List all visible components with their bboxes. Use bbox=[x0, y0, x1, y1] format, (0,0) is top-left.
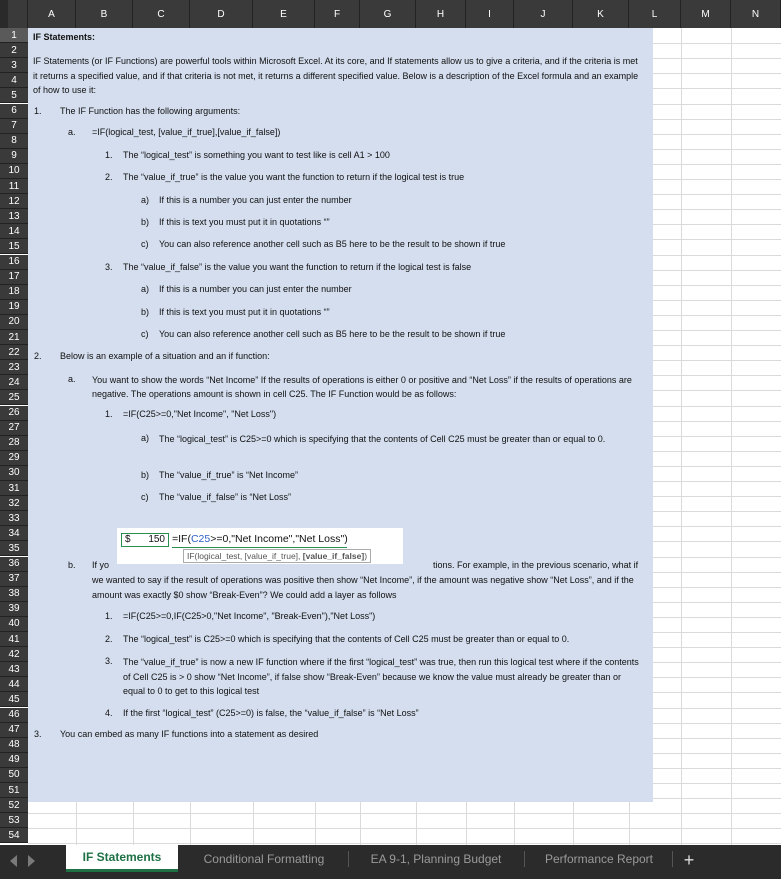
row-header-12[interactable]: 12 bbox=[0, 194, 28, 209]
column-header-l[interactable]: L bbox=[629, 0, 681, 28]
list-letter: a. bbox=[68, 374, 76, 384]
row-header-11[interactable]: 11 bbox=[0, 179, 28, 194]
tab-conditional-formatting[interactable]: Conditional Formatting bbox=[203, 852, 325, 866]
cell-amount: 150 bbox=[148, 534, 165, 545]
row-header-15[interactable]: 15 bbox=[0, 239, 28, 254]
list-text: The “value_if_false” is the value you want the function to return if the logical test is false bbox=[123, 262, 472, 272]
doc-intro: IF Statements (or IF Functions) are powerful tools within Microsoft Excel. At its core, and If statements allow us to give a criteria, and if the criteria is met it returns a specified value, and if that criteria is not met, it returns a different specified value. Below is a description of the Excel formula and an example of how to use it: bbox=[33, 56, 639, 95]
doc-title: IF Statements: bbox=[33, 32, 96, 42]
row-header-22[interactable]: 22 bbox=[0, 345, 28, 360]
column-header-f[interactable]: F bbox=[315, 0, 360, 28]
list-number: 1. bbox=[34, 106, 42, 116]
list-letter: c) bbox=[141, 329, 149, 339]
list-text: If the first “logical_test” (C25>=0) is false, the “value_if_false” is “Net Loss” bbox=[123, 708, 419, 718]
list-text: If this is text you must put it in quotations “” bbox=[159, 307, 330, 317]
row-header-27[interactable]: 27 bbox=[0, 421, 28, 436]
list-text: If this is a number you can just enter the number bbox=[159, 284, 352, 294]
list-number: 2. bbox=[34, 351, 42, 361]
list-text: The “value_if_true” is “Net Income” bbox=[159, 470, 299, 480]
row-header-4[interactable]: 4 bbox=[0, 73, 28, 88]
tab-separator bbox=[672, 851, 673, 867]
row-header-39[interactable]: 39 bbox=[0, 602, 28, 617]
list-text: You can also reference another cell such as B5 here to be the result to be shown if true bbox=[159, 329, 506, 339]
row-header-6[interactable]: 6 bbox=[0, 104, 28, 119]
tab-separator bbox=[348, 851, 349, 867]
list-text: If yo bbox=[92, 560, 110, 570]
column-header-blank bbox=[8, 0, 28, 28]
list-letter: a) bbox=[141, 195, 150, 205]
row-header-38[interactable]: 38 bbox=[0, 587, 28, 602]
list-text: You want to show the words “Net Income” If the results of operations is either 0 or positive and “Net Loss” if the results of operations are negative. The operations amount is shown in cell C25. The IF Function would be as follows: bbox=[92, 375, 632, 399]
list-text: =IF(C25>=0,IF(C25>0,"Net Income", "Break-Even"),"Net Loss") bbox=[123, 611, 376, 621]
referenced-cell-c25[interactable] bbox=[121, 533, 169, 547]
row-header-46[interactable]: 46 bbox=[0, 708, 28, 723]
row-header-24[interactable]: 24 bbox=[0, 375, 28, 390]
row-header-33[interactable]: 33 bbox=[0, 511, 28, 526]
list-text: The “value_if_true” is now a new IF function where if the first “logical_test” was true, then run this logical test where if the contents of Cell C25 is > 0 show “Net Income”, if false show “Break-Even” because we know the value must already be greater than or equal to 0 to get to this logical test bbox=[123, 657, 639, 696]
scroll-tabs-left-icon[interactable] bbox=[10, 855, 17, 867]
list-text: tions. For example, in the previous scenario, what if bbox=[433, 560, 639, 570]
column-header-h[interactable]: H bbox=[416, 0, 466, 28]
list-text: You can embed as many IF functions into a statement as desired bbox=[60, 729, 319, 739]
column-header-d[interactable]: D bbox=[190, 0, 253, 28]
column-header-k[interactable]: K bbox=[573, 0, 629, 28]
row-header-45[interactable]: 45 bbox=[0, 692, 28, 707]
list-text: The “value_if_true” is the value you want the function to return if the logical test is true bbox=[123, 172, 465, 182]
list-letter: b) bbox=[141, 217, 150, 227]
row-header-54[interactable]: 54 bbox=[0, 828, 28, 843]
tab-performance-report[interactable]: Performance Report bbox=[544, 852, 654, 866]
select-all-corner[interactable] bbox=[0, 0, 8, 28]
row-header-36[interactable]: 36 bbox=[0, 557, 28, 572]
row-header-52[interactable]: 52 bbox=[0, 798, 28, 813]
formula-suffix: >=0,"Net Income","Net Loss") bbox=[210, 533, 348, 545]
list-number: 2. bbox=[105, 172, 113, 182]
row-header-48[interactable]: 48 bbox=[0, 738, 28, 753]
row-header-1[interactable]: 1 bbox=[0, 28, 28, 43]
row-header-30[interactable]: 30 bbox=[0, 466, 28, 481]
row-header-19[interactable]: 19 bbox=[0, 300, 28, 315]
row-header-21[interactable]: 21 bbox=[0, 330, 28, 345]
tooltip-args: IF(logical_test, [value_if_true], bbox=[187, 551, 303, 561]
row-header-8[interactable]: 8 bbox=[0, 134, 28, 149]
tooltip-close: ) bbox=[364, 551, 368, 561]
sheet-tab-bar bbox=[0, 845, 781, 879]
column-header-c[interactable]: C bbox=[133, 0, 190, 28]
row-header-3[interactable]: 3 bbox=[0, 58, 28, 73]
list-letter: a) bbox=[141, 284, 150, 294]
column-header-j[interactable]: J bbox=[514, 0, 573, 28]
column-header-b[interactable]: B bbox=[76, 0, 133, 28]
row-header-41[interactable]: 41 bbox=[0, 632, 28, 647]
list-letter: c) bbox=[141, 239, 149, 249]
row-header-18[interactable]: 18 bbox=[0, 285, 28, 300]
column-header-i[interactable]: I bbox=[466, 0, 514, 28]
formula-cell-ref: C25 bbox=[190, 533, 211, 545]
tab-if-statements[interactable]: IF Statements bbox=[66, 845, 178, 872]
row-header-29[interactable]: 29 bbox=[0, 451, 28, 466]
row-header-42[interactable]: 42 bbox=[0, 647, 28, 662]
list-text: =IF(C25>=0,"Net Income", "Net Loss") bbox=[123, 409, 277, 419]
row-header-35[interactable]: 35 bbox=[0, 541, 28, 556]
row-header-51[interactable]: 51 bbox=[0, 783, 28, 798]
row-header-16[interactable]: 16 bbox=[0, 255, 28, 270]
list-text: Below is an example of a situation and an if function: bbox=[60, 351, 270, 361]
row-header-14[interactable]: 14 bbox=[0, 224, 28, 239]
row-header-49[interactable]: 49 bbox=[0, 753, 28, 768]
list-text: The “value_if_false” is “Net Loss” bbox=[159, 492, 292, 502]
list-number: 3. bbox=[105, 262, 113, 272]
row-header-43[interactable]: 43 bbox=[0, 662, 28, 677]
row-header-31[interactable]: 31 bbox=[0, 481, 28, 496]
row-header-2[interactable]: 2 bbox=[0, 43, 28, 58]
row-header-50[interactable]: 50 bbox=[0, 768, 28, 783]
list-text: The IF Function has the following arguments: bbox=[60, 106, 241, 116]
function-tooltip bbox=[183, 549, 371, 563]
list-text: The “logical_test” is something you want to test like is cell A1 > 100 bbox=[123, 150, 390, 160]
row-header-7[interactable]: 7 bbox=[0, 119, 28, 134]
document-textbox[interactable] bbox=[28, 28, 653, 802]
row-header-25[interactable]: 25 bbox=[0, 390, 28, 405]
grid-line bbox=[28, 813, 781, 814]
list-number: 3. bbox=[34, 729, 42, 739]
grid-line bbox=[28, 828, 781, 829]
row-header-37[interactable]: 37 bbox=[0, 572, 28, 587]
column-header-n[interactable]: N bbox=[731, 0, 781, 28]
row-header-10[interactable]: 10 bbox=[0, 164, 28, 179]
currency-symbol: $ bbox=[125, 534, 131, 545]
column-header-g[interactable]: G bbox=[360, 0, 416, 28]
list-number: 1. bbox=[105, 150, 113, 160]
formula-edit-overlay[interactable] bbox=[117, 528, 403, 564]
list-number: 1. bbox=[105, 611, 113, 621]
column-header-m[interactable]: M bbox=[681, 0, 731, 28]
row-header-23[interactable]: 23 bbox=[0, 360, 28, 375]
list-text: You can also reference another cell such as B5 here to be the result to be shown if true bbox=[159, 239, 506, 249]
list-letter: b) bbox=[141, 470, 150, 480]
list-letter: c) bbox=[141, 492, 149, 502]
row-header-17[interactable]: 17 bbox=[0, 270, 28, 285]
list-number: 4. bbox=[105, 708, 113, 718]
row-header-20[interactable]: 20 bbox=[0, 315, 28, 330]
row-header-13[interactable]: 13 bbox=[0, 209, 28, 224]
list-text: If this is a number you can just enter the number bbox=[159, 195, 352, 205]
row-header-28[interactable]: 28 bbox=[0, 436, 28, 451]
tab-separator bbox=[524, 851, 525, 867]
column-header-e[interactable]: E bbox=[253, 0, 315, 28]
row-header-40[interactable]: 40 bbox=[0, 617, 28, 632]
row-header-47[interactable]: 47 bbox=[0, 723, 28, 738]
tooltip-active-arg: [value_if_false] bbox=[302, 551, 365, 561]
tab-ea-9-1-planning-budget[interactable]: EA 9-1, Planning Budget bbox=[370, 852, 502, 866]
list-text: we wanted to say if the result of operations was positive then show “Net Income”, if the amount was negative show “Net Loss”, and if the amount was exactly $0 show “Break-Even”? We could add a layer as follows bbox=[92, 575, 634, 600]
formula-prefix: =IF( bbox=[172, 533, 191, 545]
list-number: 1. bbox=[105, 409, 113, 419]
list-text: =IF(logical_test, [value_if_true],[value_if_false]) bbox=[92, 127, 281, 137]
row-header-9[interactable]: 9 bbox=[0, 149, 28, 164]
list-letter: b) bbox=[141, 307, 150, 317]
row-header-32[interactable]: 32 bbox=[0, 496, 28, 511]
scroll-tabs-right-icon[interactable] bbox=[28, 855, 35, 867]
row-header-26[interactable]: 26 bbox=[0, 406, 28, 421]
row-header-44[interactable]: 44 bbox=[0, 677, 28, 692]
list-text: The “logical_test” is C25>=0 which is specifying that the contents of Cell C25 must be greater than or equal to 0. bbox=[159, 434, 606, 444]
formula-input[interactable] bbox=[172, 533, 347, 548]
list-letter: a. bbox=[68, 127, 76, 137]
list-text: If this is text you must put it in quotations “” bbox=[159, 217, 330, 227]
add-sheet-icon[interactable]: + bbox=[683, 849, 695, 870]
row-header-5[interactable]: 5 bbox=[0, 88, 28, 103]
list-letter: a) bbox=[141, 433, 150, 443]
list-text: The “logical_test” is C25>=0 which is specifying that the contents of Cell C25 must be greater than or equal to 0. bbox=[123, 634, 570, 644]
row-header-53[interactable]: 53 bbox=[0, 813, 28, 828]
list-letter: b. bbox=[68, 560, 76, 570]
row-header-34[interactable]: 34 bbox=[0, 526, 28, 541]
column-header-a[interactable]: A bbox=[28, 0, 76, 28]
list-number: 3. bbox=[105, 656, 113, 666]
list-number: 2. bbox=[105, 634, 113, 644]
